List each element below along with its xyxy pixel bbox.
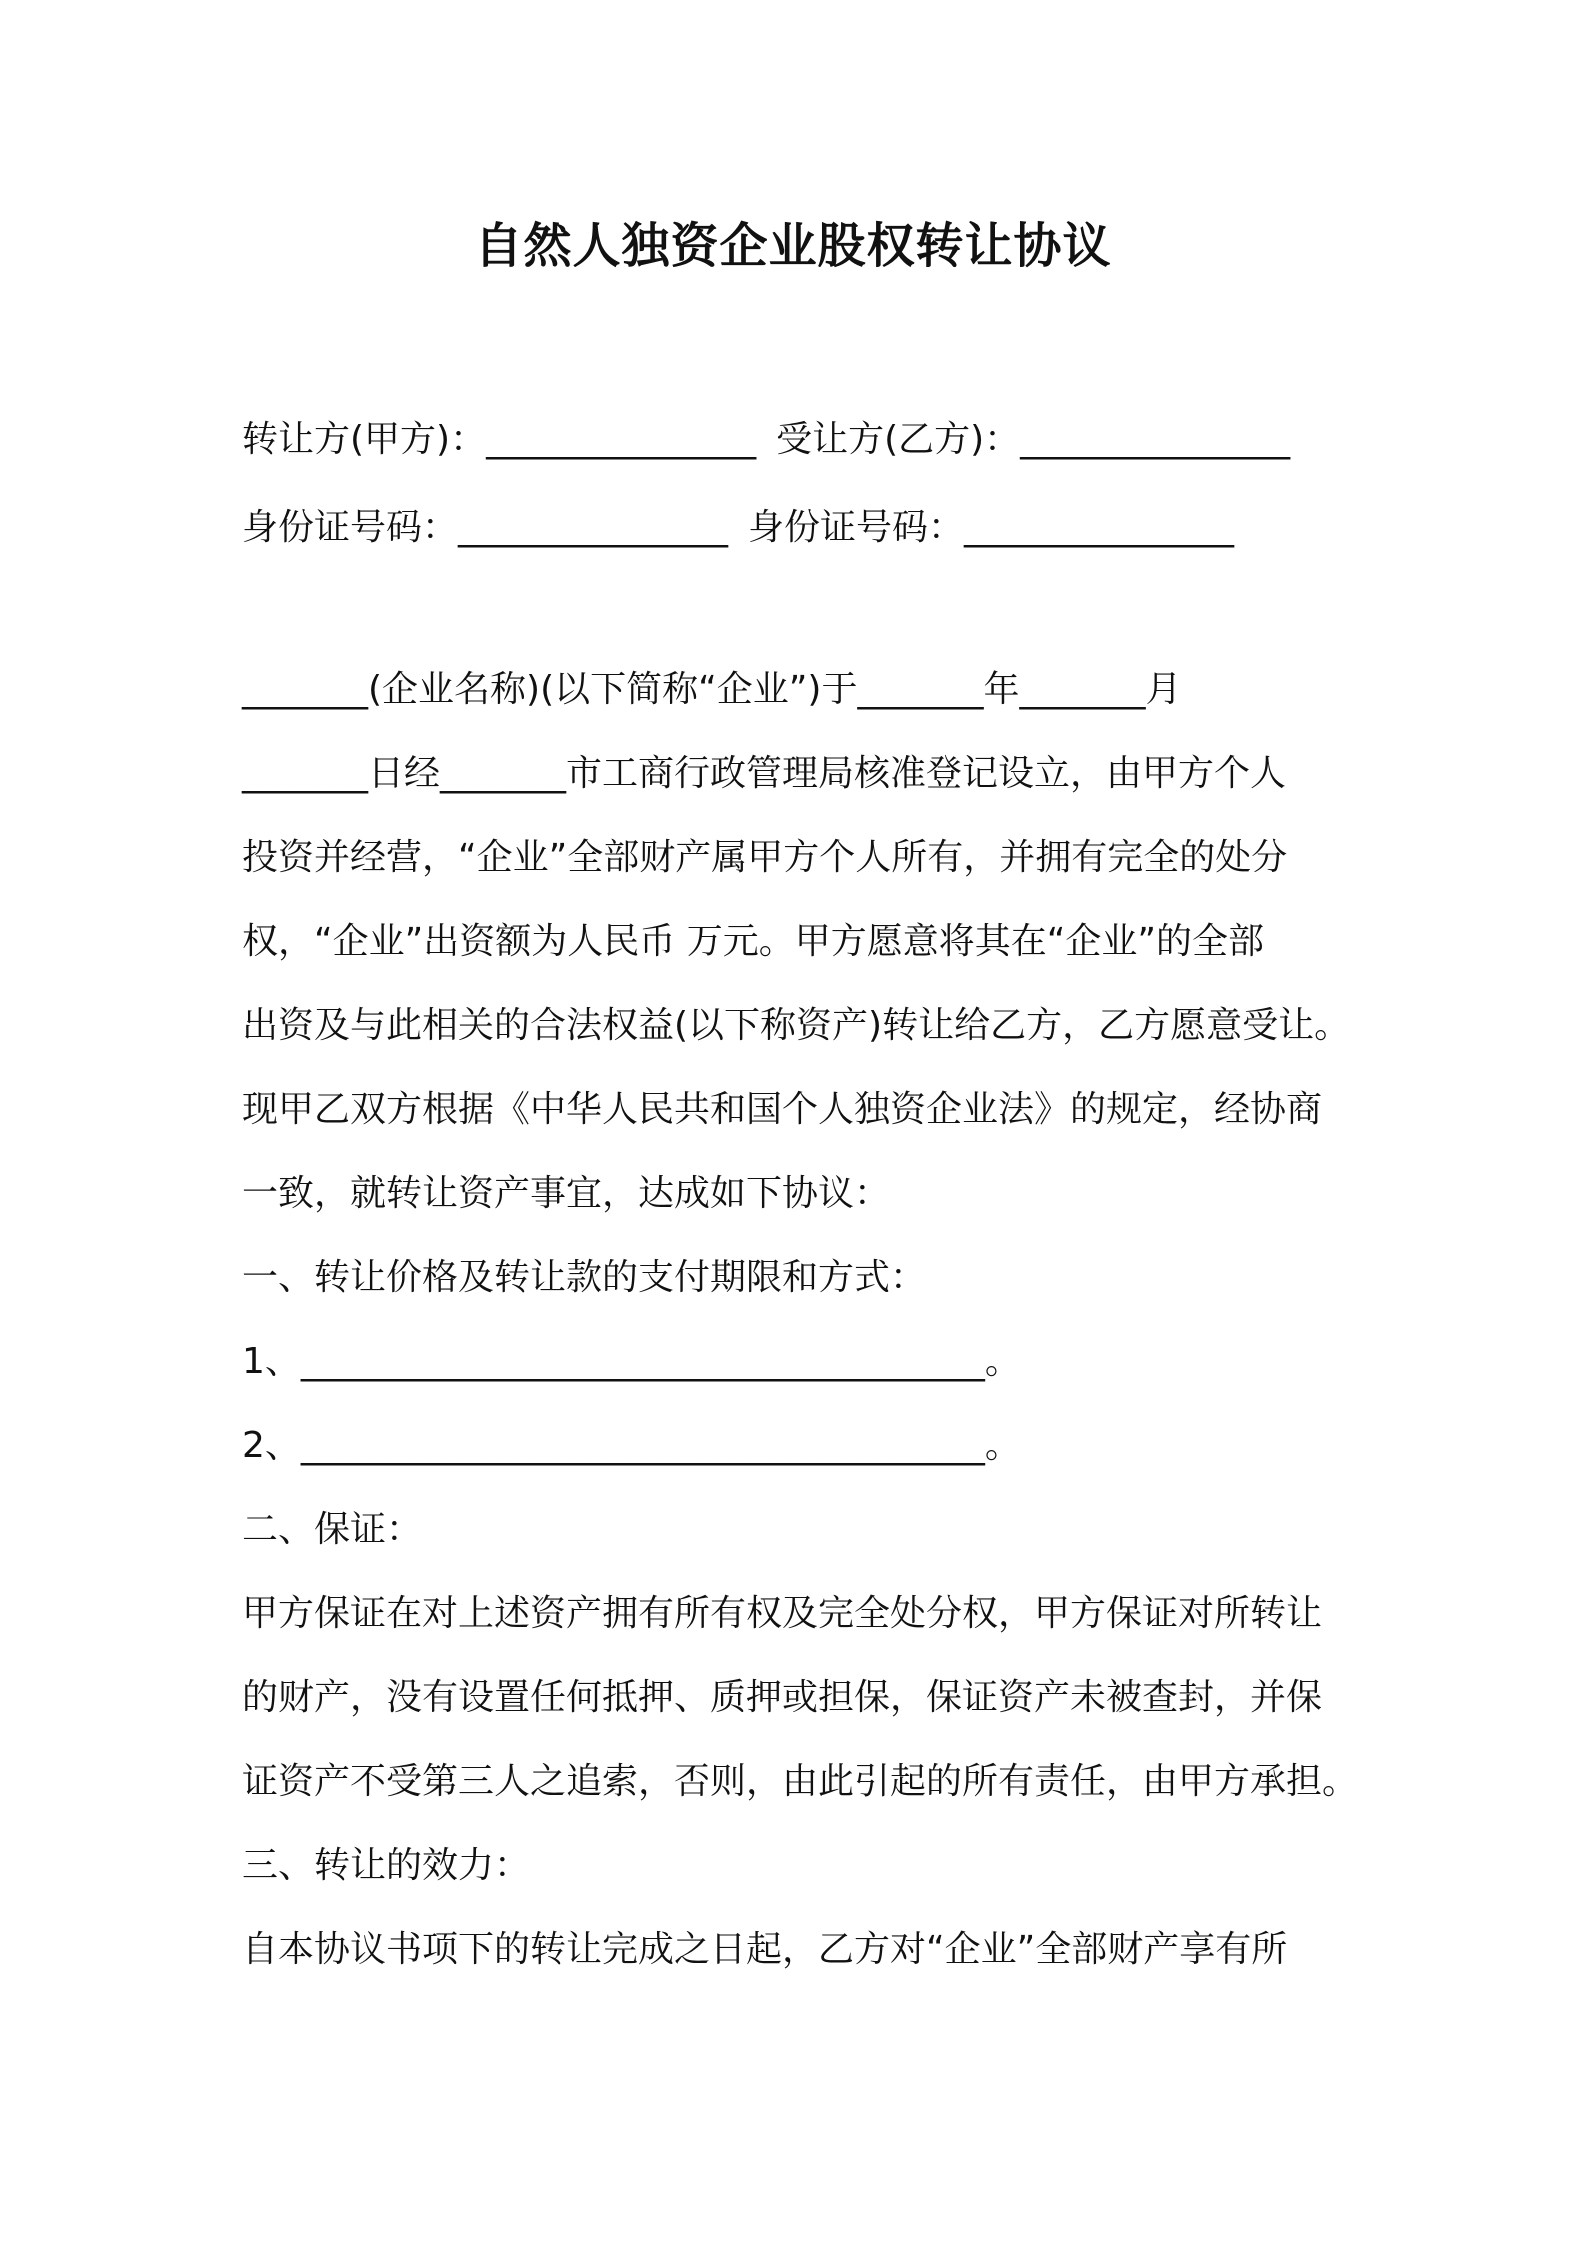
guarantee-line: 证资产不受第三人之追索，否则，由此引起的所有责任，由甲方承担。	[242, 1761, 1359, 1802]
transferee-id-field: 身份证号码：_______________	[748, 507, 1235, 548]
intro-line: 现甲乙双方根据《中华人民共和国个人独资企业法》的规定，经协商	[242, 1089, 1323, 1130]
section-payment	[242, 1236, 1352, 1488]
section-heading: 一、转让价格及转让款的支付期限和方式：	[242, 1257, 927, 1298]
section-heading: 三、转让的效力：	[242, 1845, 531, 1886]
intro-line: _______日经_______市工商行政管理局核准登记设立，由甲方个人	[242, 753, 1287, 794]
transferee-field: 受让方(乙方)：_______________	[776, 419, 1291, 460]
payment-item-2: 2、______________________________________。	[242, 1425, 1021, 1466]
document-title: 自然人独资企业股权转让协议	[474, 218, 1112, 274]
intro-line: 一致，就转让资产事宜，达成如下协议：	[242, 1173, 891, 1214]
effect-line: 自本协议书项下的转让完成之日起，乙方对“企业”全部财产享有所	[242, 1929, 1288, 1970]
intro-line: 出资及与此相关的合法权益(以下称资产)转让给乙方，乙方愿意受让。	[242, 1005, 1351, 1046]
intro-paragraph	[242, 648, 1352, 1236]
intro-line: 投资并经营，“企业”全部财产属甲方个人所有，并拥有完全的处分	[242, 837, 1288, 878]
intro-line: 权，“企业”出资额为人民币 万元。甲方愿意将其在“企业”的全部	[242, 921, 1265, 962]
section-guarantee	[242, 1488, 1359, 1824]
guarantee-line: 甲方保证在对上述资产拥有所有权及完全处分权，甲方保证对所转让	[242, 1593, 1323, 1634]
party-row-names	[242, 398, 1352, 486]
transferor-field: 转让方(甲方)：_______________	[242, 419, 757, 460]
agreement-body	[242, 648, 1359, 1992]
transferor-id-field: 身份证号码：_______________	[242, 507, 729, 548]
payment-item-1: 1、______________________________________。	[242, 1341, 1021, 1382]
section-effect	[242, 1824, 1352, 1992]
party-row-ids	[242, 486, 1352, 574]
guarantee-line: 的财产，没有设置任何抵押、质押或担保，保证资产未被查封，并保	[242, 1677, 1323, 1718]
section-heading: 二、保证：	[242, 1509, 423, 1550]
parties-section	[242, 398, 1352, 574]
intro-line: _______(企业名称)(以下简称“企业”)于_______年_______月	[242, 669, 1182, 710]
